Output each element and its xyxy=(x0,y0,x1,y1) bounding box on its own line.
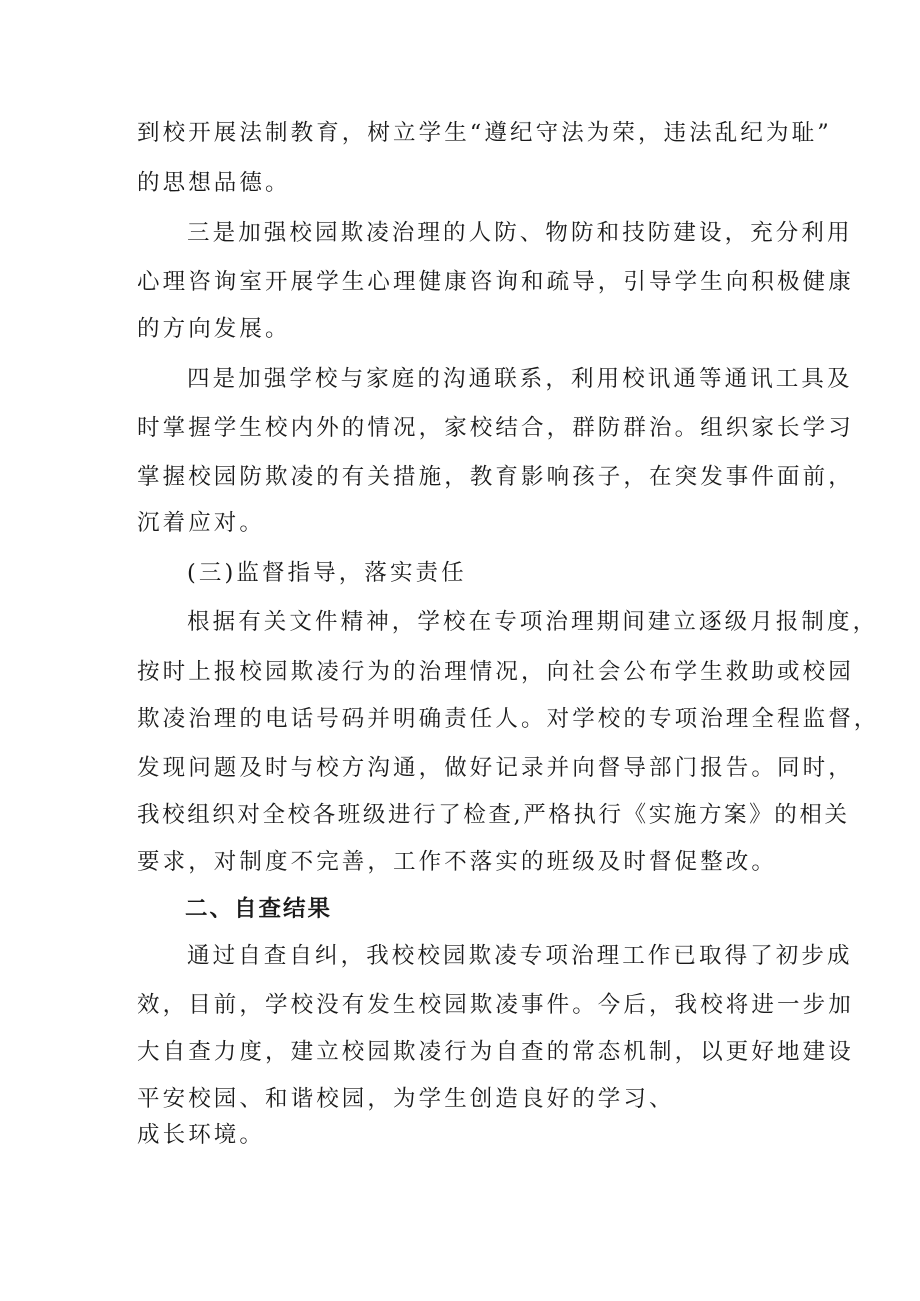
text-line: 平安校园、和谐校园，为学生创造良好的学习、 xyxy=(137,1086,675,1112)
section-heading: 二、自查结果 xyxy=(185,896,333,922)
text-line: 效，目前，学校没有发生校园欺凌事件。今后，我校将进一步加 xyxy=(137,992,854,1018)
text-line: 心理咨询室开展学生心理健康咨询和疏导，引导学生向积极健康 xyxy=(137,269,854,295)
text-line: 按时上报校园欺凌行为的治理情况，向社会公布学生救助或校园 xyxy=(137,659,854,685)
text-line: 到校开展法制教育，树立学生“遵纪守法为荣，违法乱纪为耻” xyxy=(137,120,832,146)
paragraph-start-line: 通过自查自纠，我校校园欺凌专项治理工作已取得了初步成 xyxy=(187,943,853,969)
paragraph-start-line: 三是加强校园欺凌治理的人防、物防和技防建设，充分利用 xyxy=(187,220,853,246)
text-line: 沉着应对。 xyxy=(137,510,266,536)
text-line: 发现问题及时与校方沟通，做好记录并向督导部门报告。同时， xyxy=(137,755,854,781)
text-line: 的思想品德。 xyxy=(137,170,291,196)
text-line: 大自查力度，建立校园欺凌行为自查的常态机制，以更好地建设 xyxy=(137,1039,854,1065)
paragraph-start-line: 四是加强学校与家庭的沟通联系，利用校讯通等通讯工具及 xyxy=(187,366,853,392)
text-line: 欺凌治理的电话号码并明确责任人。对学校的专项治理全程监督， xyxy=(137,706,880,732)
text-line: 成长环境。 xyxy=(137,1122,266,1148)
paragraph-start-line: 根据有关文件精神，学校在专项治理期间建立逐级月报制度， xyxy=(187,609,879,635)
text-line: 要求，对制度不完善，工作不落实的班级及时督促整改。 xyxy=(137,849,778,875)
text-line: 的方向发展。 xyxy=(137,316,291,342)
text-line: 掌握校园防欺凌的有关措施，教育影响孩子，在突发事件面前， xyxy=(137,464,854,490)
text-line: 时掌握学生校内外的情况，家校结合，群防群治。组织家长学习 xyxy=(137,415,854,441)
text-line: 我校组织对全校各班级进行了检查,严格执行《实施方案》的相关 xyxy=(137,802,850,828)
section-subheading: (三)监督指导，落实责任 xyxy=(187,560,467,586)
